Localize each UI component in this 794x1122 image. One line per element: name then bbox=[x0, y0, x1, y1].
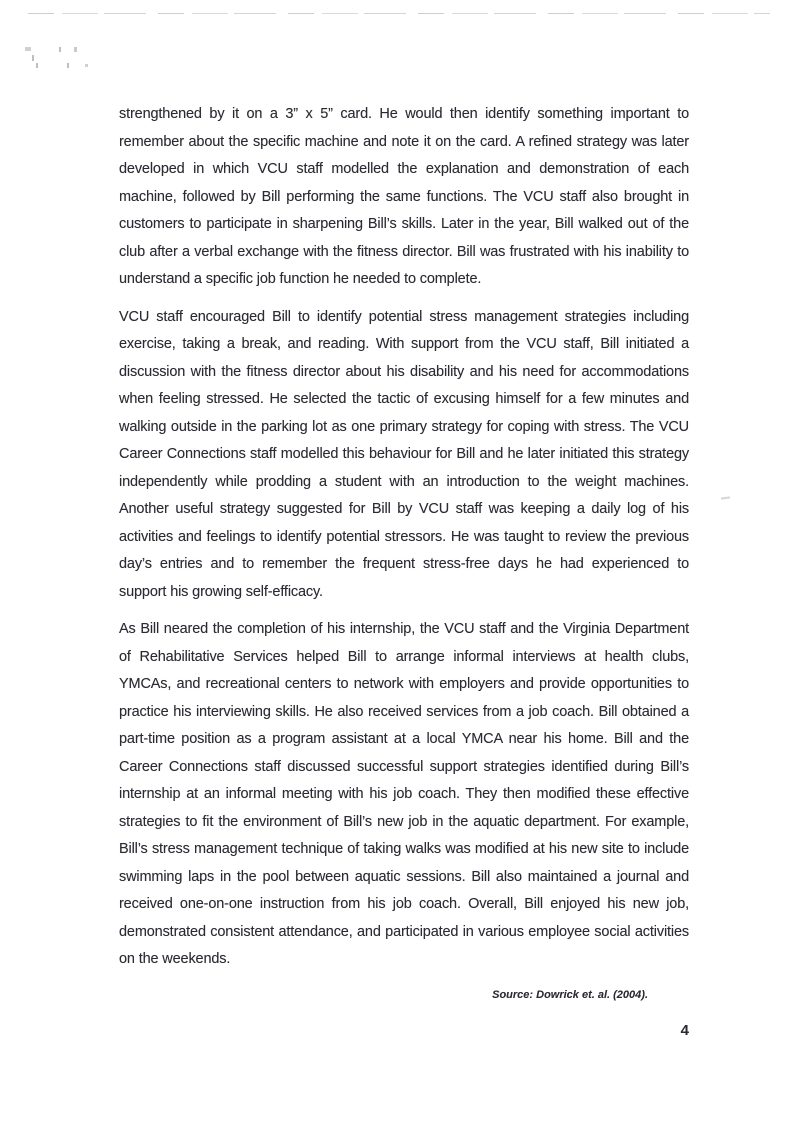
page-top-torn-edge-line bbox=[28, 13, 770, 15]
scan-dash-artifact bbox=[721, 496, 730, 499]
source-citation: Source: Dowrick et. al. (2004). bbox=[492, 988, 648, 1001]
paragraph-stress-management: VCU staff encouraged Bill to identify potential stress management strategies including exercise, taking a break, and reading. With support from the VCU staff, Bill initiated a discussion with the fitness director about his disability and his need for accommodations when feeling stressed. He selected the tactic of excusing himself for a few minutes and walking outside in the parking lot as one primary strategy for coping with stress. The VCU Career Connections staff modelled this behaviour for Bill and he later initiated this strategy independently while prodding a student with an introduction to the weight machines. Another useful strategy suggested for Bill by VCU staff was keeping a daily log of his activities and feelings to identify potential stressors. He was taught to review the previous day’s entries and to remember the frequent stress-free days he had experienced to support his growing self-efficacy. bbox=[119, 308, 689, 600]
scan-speck bbox=[85, 64, 88, 67]
scan-speck bbox=[32, 55, 34, 61]
paragraph-job-placement: As Bill neared the completion of his internship, the VCU staff and the Virginia Department of Rehabilitative Services helped Bill to arrange informal interviews at health clubs, YMCAs, and recreational centers to network with employers and provide opportunities to practice his interviewing skills. He also received services from a job coach. Bill obtained a part-time position as a program assistant at a local YMCA near his home. Bill and the Career Connections staff discussed successful support strategies identified during Bill’s internship at an informal meeting with his job coach. They then modified these effective strategies to fit the environment of Bill’s new job in the aquatic department. For example, Bill’s stress management technique of taking walks was modified at his new site to include swimming laps in the pool between aquatic sessions. Bill also maintained a journal and received one-on-one instruction from his job coach. Overall, Bill enjoyed his new job, demonstrated consistent attendance, and participated in various employee social activities on the weekends. bbox=[119, 621, 689, 967]
scan-speck bbox=[59, 47, 61, 52]
scan-speck bbox=[67, 63, 69, 68]
document-body bbox=[119, 101, 689, 1039]
paragraph-internship-card-strategy: strengthened by it on a 3” x 5” card. He would then identify something important to remember about the specific machine and note it on the card. A refined strategy was later developed in which VCU staff modelled the explanation and demonstration of each machine, followed by Bill performing the same functions. The VCU staff also brought in customers to participate in sharpening Bill’s skills. Later in the year, Bill walked out of the club after a verbal exchange with the fitness director. Bill was frustrated with his inability to understand a specific job function he needed to complete. bbox=[119, 106, 689, 287]
scan-speck bbox=[25, 47, 31, 51]
page-number: 4 bbox=[680, 1021, 689, 1039]
scan-speck bbox=[74, 47, 77, 52]
scan-speck bbox=[36, 63, 38, 68]
